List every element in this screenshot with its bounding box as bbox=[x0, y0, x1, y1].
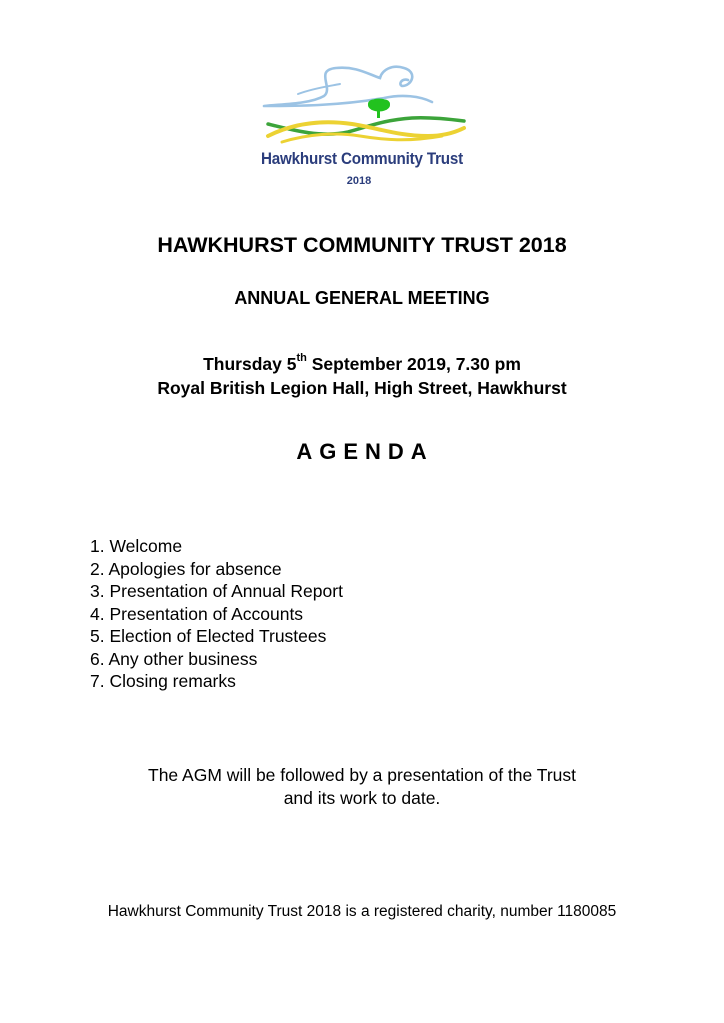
agenda-item: 4. Presentation of Accounts bbox=[90, 603, 304, 624]
trust-logo bbox=[252, 58, 472, 198]
agenda-item: 1. Welcome bbox=[90, 536, 183, 556]
logo-year: 2018 bbox=[346, 175, 372, 187]
agenda-item: 3. Presentation of Annual Report bbox=[90, 581, 343, 601]
date-ordinal: th bbox=[296, 352, 307, 365]
note-line-2: and its work to date. bbox=[283, 787, 441, 808]
meeting-venue: Royal British Legion Hall, High Street, Hawkhurst bbox=[157, 378, 567, 398]
tree-icon bbox=[368, 99, 390, 119]
presentation-note bbox=[0, 764, 724, 809]
agenda-item: 7. Closing remarks bbox=[90, 671, 236, 691]
note-line-1: The AGM will be followed by a presentation of the Trust bbox=[148, 765, 576, 785]
agenda-list bbox=[90, 535, 343, 693]
date-suffix: September 2019, 7.30 pm bbox=[306, 354, 521, 374]
logo-wordmark: Hawkhurst Community Trust bbox=[260, 150, 464, 168]
agenda-item: 2. Apologies for absence bbox=[90, 558, 282, 579]
sky-line bbox=[264, 67, 432, 106]
agenda-heading: AGENDA bbox=[296, 439, 434, 464]
agenda-item: 5. Election of Elected Trustees bbox=[90, 626, 327, 646]
agenda-item: 6. Any other business bbox=[90, 648, 258, 669]
charity-footer: Hawkhurst Community Trust 2018 is a registered charity, number 1180085 bbox=[107, 903, 617, 920]
date-prefix: Thursday 5 bbox=[203, 354, 297, 374]
meeting-type-heading: ANNUAL GENERAL MEETING bbox=[234, 288, 490, 308]
cloud-stroke bbox=[298, 84, 340, 94]
meeting-date bbox=[0, 354, 724, 375]
landscape-logo-icon bbox=[252, 58, 472, 153]
document-title: HAWKHURST COMMUNITY TRUST 2018 bbox=[157, 233, 567, 257]
